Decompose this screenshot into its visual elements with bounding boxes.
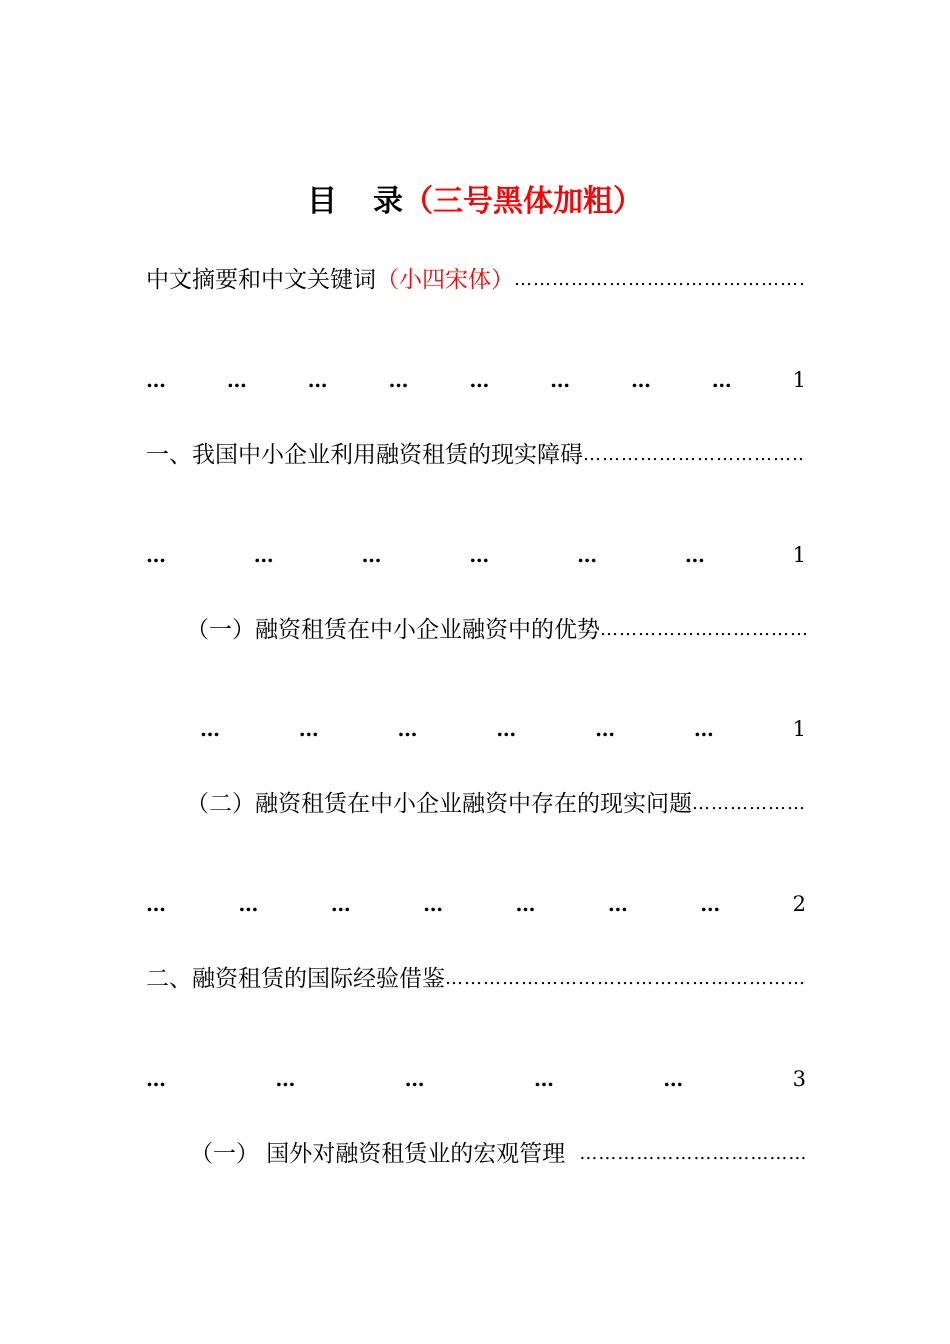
toc-page-number: 1 — [792, 543, 806, 567]
toc-entry-text: （一）融资租赁在中小企业融资中的优势 — [186, 617, 600, 643]
leader-dot: … — [307, 368, 327, 392]
toc-entry-4-continuation — [146, 886, 806, 922]
leader-dot: … — [630, 368, 650, 392]
leader-dot: … — [146, 1067, 165, 1091]
leader-dot: … — [226, 368, 246, 392]
toc-page-number: 3 — [792, 1067, 806, 1091]
toc-entry-6[interactable] — [190, 1136, 806, 1172]
leader-dot: … — [397, 717, 417, 741]
leader-dot: … — [200, 717, 219, 741]
leader-dot: … — [693, 717, 713, 741]
leader-dot: … — [388, 368, 408, 392]
leader-dot: … — [595, 717, 615, 741]
toc-entry-5-continuation — [146, 1061, 806, 1097]
toc-entry-4[interactable] — [186, 786, 806, 822]
toc-entry-text: 中文摘要和中文关键词 — [146, 267, 376, 293]
leader-dot: … — [700, 892, 720, 916]
toc-entry-text: （一） 国外对融资租赁业的宏观管理 — [190, 1141, 566, 1167]
toc-title — [0, 182, 950, 222]
leader-dot: … — [330, 892, 350, 916]
leader-dot: … — [711, 368, 731, 392]
leader-dot: … — [146, 543, 165, 567]
leader-dot: … — [238, 892, 258, 916]
dot-leader — [583, 437, 806, 473]
toc-entry-text: 二、融资租赁的国际经验借鉴 — [146, 966, 445, 992]
toc-title-main2: 录 — [373, 184, 403, 219]
leader-dot: … — [298, 717, 318, 741]
leader-dot: … — [469, 368, 489, 392]
leader-dot: … — [577, 543, 597, 567]
toc-entry-1[interactable] — [146, 262, 806, 298]
toc-entry-2[interactable] — [146, 437, 806, 473]
leader-dot: … — [361, 543, 381, 567]
dot-leader — [514, 262, 806, 298]
toc-page-number: 2 — [792, 892, 806, 916]
leader-dot: … — [496, 717, 516, 741]
leader-dot: … — [404, 1067, 424, 1091]
toc-page-number: 1 — [792, 717, 806, 741]
leader-dot: … — [275, 1067, 295, 1091]
toc-entry-text: 一、我国中小企业利用融资租赁的现实障碍 — [146, 442, 583, 468]
dot-leader — [579, 1136, 806, 1172]
toc-title-note: （三号黑体加粗） — [403, 184, 643, 219]
leader-dot: … — [550, 368, 570, 392]
leader-dot: … — [146, 892, 165, 916]
dot-leader — [692, 786, 806, 822]
leader-dot: … — [146, 368, 165, 392]
toc-entry-text: （二）融资租赁在中小企业融资中存在的现实问题 — [186, 791, 692, 817]
leader-dot: … — [253, 543, 273, 567]
dot-leader — [445, 961, 806, 997]
toc-title-main: 目 — [307, 184, 337, 219]
leader-dot: … — [469, 543, 489, 567]
leader-dot: … — [607, 892, 627, 916]
leader-dot: … — [423, 892, 443, 916]
leader-dot: … — [663, 1067, 683, 1091]
toc-page-number: 1 — [792, 368, 806, 392]
dot-leader — [600, 612, 806, 648]
toc-entry-5[interactable] — [146, 961, 806, 997]
leader-dot: … — [684, 543, 704, 567]
toc-entry-3[interactable] — [186, 612, 806, 648]
toc-entry-1-continuation — [146, 362, 806, 398]
toc-entry-2-continuation — [146, 537, 806, 573]
leader-dot: … — [515, 892, 535, 916]
toc-entry-note: （小四宋体） — [376, 267, 514, 293]
leader-dot: … — [533, 1067, 553, 1091]
toc-entry-3-continuation — [200, 711, 806, 747]
